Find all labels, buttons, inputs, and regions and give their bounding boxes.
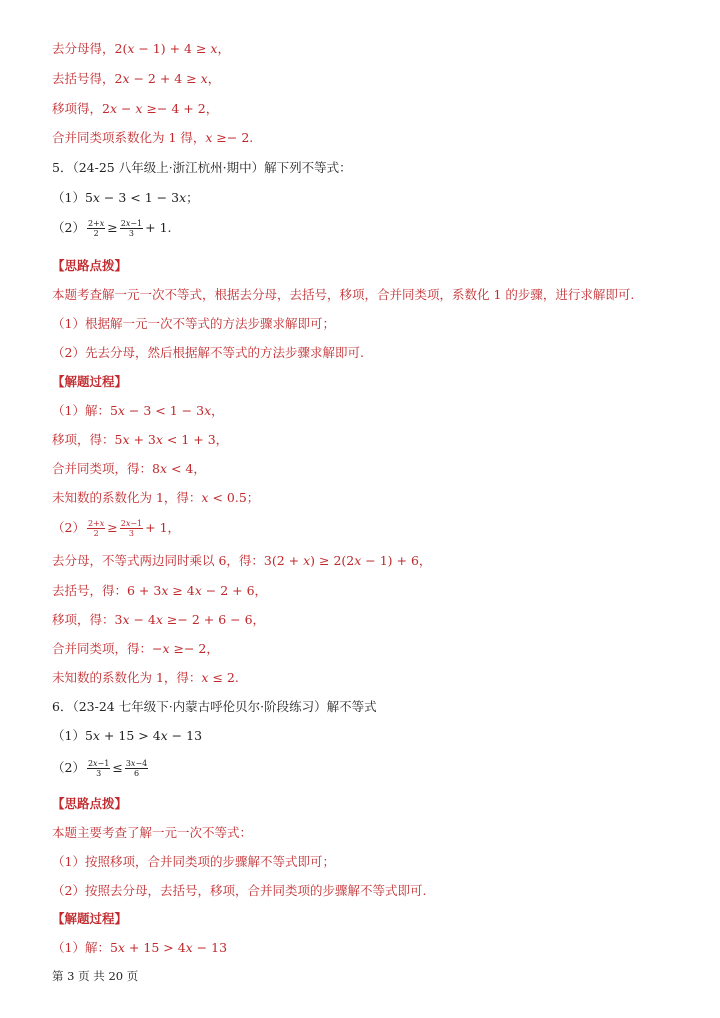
fraction-numerator: 2+𝑥 (87, 219, 105, 228)
hint-heading: 【思路点拨】 (52, 796, 128, 811)
solution-step-line: 去分母，不等式两边同时乘以 6，得：3(2 + 𝑥) ≥ 2(2𝑥 − 1) + 6， (52, 553, 432, 568)
hint-heading: 【思路点拨】 (52, 258, 128, 273)
solution-step-line: 未知数的系数化为 1，得：𝑥 ≤ 2. (52, 670, 239, 685)
fraction-denominator: 2 (93, 229, 99, 238)
fraction-denominator: 3 (128, 529, 134, 538)
fraction (120, 519, 143, 538)
expression-suffix: + 1， (145, 520, 181, 535)
question-5-part-2 (52, 219, 680, 238)
hint-line: （1）按照移项，合并同类项的步骤解不等式即可； (52, 854, 335, 869)
fraction (87, 219, 105, 238)
hint-line: 本题主要考查了解一元一次不等式： (52, 825, 253, 840)
solution-step-line: 移项，得：3𝑥 − 4𝑥 ≥− 2 + 6 − 6， (52, 612, 266, 627)
question-5-part-1: （1）5𝑥 − 3 < 1 − 3𝑥； (52, 190, 199, 205)
fraction-denominator: 3 (128, 229, 134, 238)
fraction-denominator: 2 (93, 529, 99, 538)
solution-step-line: 合并同类项，得：8𝑥 < 4， (52, 461, 206, 476)
part-label: （2） (52, 220, 85, 235)
fraction-denominator: 3 (96, 769, 102, 778)
solution-heading: 【解题过程】 (52, 374, 128, 389)
relation-symbol: ≤ (112, 760, 123, 775)
solution-step-line: 合并同类项系数化为 1 得，𝑥 ≥− 2. (52, 130, 254, 145)
hint-line: （2）按照去分母，去括号，移项，合并同类项的步骤解不等式即可. (52, 883, 427, 898)
solution-step-line: （1）解：5𝑥 + 15 > 4𝑥 − 13 (52, 940, 228, 955)
fraction-numerator: 3𝑥−4 (125, 759, 148, 768)
solution-step-line: 移项得，2𝑥 − 𝑥 ≥− 4 + 2， (52, 101, 219, 116)
solution-step-line: 去分母得，2(𝑥 − 1) + 4 ≥ 𝑥， (52, 41, 230, 56)
question-6-part-1: （1）5𝑥 + 15 > 4𝑥 − 13 (52, 728, 203, 743)
solution-step-line: 合并同类项，得：−𝑥 ≥− 2， (52, 641, 219, 656)
fraction (120, 219, 143, 238)
fraction (87, 759, 110, 778)
relation-symbol: ≥ (107, 520, 118, 535)
expression-suffix: + 1. (145, 220, 172, 235)
solution-step-line: 去括号，得：6 + 3𝑥 ≥ 4𝑥 − 2 + 6， (52, 583, 268, 598)
solution-step-line: 移项，得：5𝑥 + 3𝑥 < 1 + 3， (52, 432, 229, 447)
page-number-footer: 第 3 页 共 20 页 (52, 969, 139, 983)
question-6-title: 6．（23-24 七年级下·内蒙古呼伦贝尔·阶段练习）解不等式 (52, 699, 377, 714)
hint-line: 本题考查解一元一次不等式，根据去分母，去括号，移项，合并同类项，系数化 1 的步骤，进行求解即可. (52, 287, 635, 302)
relation-symbol: ≥ (107, 220, 118, 235)
solution-step-line: （1）解：5𝑥 − 3 < 1 − 3𝑥， (52, 403, 224, 418)
solution-heading: 【解题过程】 (52, 911, 128, 926)
fraction-denominator: 6 (134, 769, 140, 778)
part-label: （2） (52, 520, 85, 535)
fraction (125, 759, 148, 778)
solution-step-line: 未知数的系数化为 1，得：𝑥 < 0.5； (52, 490, 260, 505)
part-label: （2） (52, 760, 85, 775)
solution-step-line: 去括号得，2𝑥 − 2 + 4 ≥ 𝑥， (52, 71, 221, 86)
fraction-numerator: 2𝑥−1 (120, 519, 143, 528)
solution-step-line (52, 519, 680, 538)
question-6-part-2 (52, 759, 680, 778)
fraction-numerator: 2𝑥−1 (87, 759, 110, 768)
fraction-numerator: 2+𝑥 (87, 519, 105, 528)
hint-line: （2）先去分母，然后根据解不等式的方法步骤求解即可. (52, 345, 364, 360)
fraction-numerator: 2𝑥−1 (120, 219, 143, 228)
hint-line: （1）根据解一元一次不等式的方法步骤求解即可； (52, 316, 335, 331)
fraction (87, 519, 105, 538)
question-5-title: 5．（24-25 八年级上·浙江杭州·期中）解下列不等式： (52, 160, 352, 175)
